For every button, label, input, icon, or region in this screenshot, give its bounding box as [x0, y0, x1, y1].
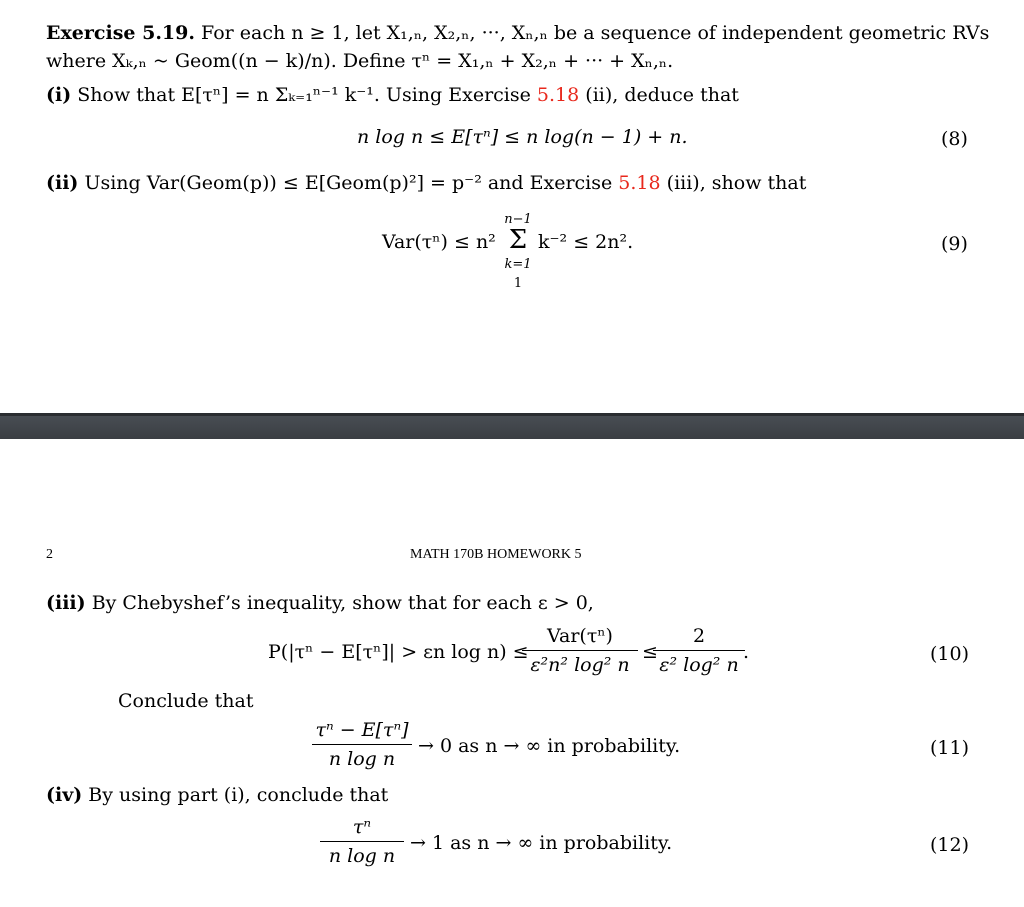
exercise-line-1	[46, 24, 989, 43]
part-iv-line	[46, 786, 388, 805]
equation-10-period: .	[743, 641, 750, 663]
fraction-bar	[312, 744, 412, 745]
equation-12-tail: → 1 as n → ∞ in probability.	[410, 832, 673, 854]
fraction-denominator: ε²n² log² n	[530, 654, 630, 676]
fraction-numerator: 2	[692, 625, 706, 647]
exercise-ref-link[interactable]: 5.18	[618, 172, 661, 194]
part-iii-text: By Chebyshef’s inequality, show that for each ε > 0,	[91, 592, 594, 614]
fraction-bar	[320, 841, 404, 842]
equation-11-fraction	[312, 719, 412, 770]
conclude-text: Conclude that	[118, 690, 254, 712]
sum-lower-limit: k=1	[504, 257, 532, 272]
fraction-denominator: n log n	[328, 748, 396, 770]
equation-9-lhs: Var(τⁿ) ≤ n²	[382, 231, 496, 253]
page-number: 2	[46, 547, 53, 562]
part-iv-label: (iv)	[46, 784, 83, 806]
part-i-tail: (ii), deduce that	[585, 84, 739, 106]
exercise-intro-text: For each n ≥ 1, let X₁,ₙ, X₂,ₙ, ···, Xₙ,ₙ be a sequence of independent geometric RVs	[201, 22, 990, 44]
equation-10-lhs: P(|τⁿ − E[τⁿ]| > εn log n) ≤	[268, 641, 529, 663]
equation-8: n log n ≤ E[τⁿ] ≤ n log(n − 1) + n.	[357, 126, 688, 148]
exercise-ref-link[interactable]: 5.18	[536, 84, 580, 106]
fraction-denominator: n log n	[328, 845, 396, 867]
part-ii-line	[46, 174, 806, 193]
fraction-numerator: τⁿ − E[τⁿ]	[315, 719, 409, 741]
equation-10-le: ≤	[642, 641, 658, 663]
part-iii-line	[46, 594, 594, 613]
exercise-line-2: where Xₖ,ₙ ~ Geom((n − k)/n). Define τⁿ = X₁,ₙ + X₂,ₙ + ··· + Xₙ,ₙ.	[46, 50, 674, 72]
fraction-bar	[522, 650, 638, 651]
running-header: MATH 170B HOMEWORK 5	[410, 547, 582, 562]
equation-number-12: (12)	[930, 834, 970, 856]
stray-digit: 1	[513, 276, 523, 291]
equation-12-fraction	[320, 816, 404, 867]
page-divider	[0, 413, 1024, 439]
equation-number-10: (10)	[930, 643, 970, 665]
part-i-line	[46, 86, 739, 105]
part-i-text: Show that E[τⁿ] = n Σₖ₌₁ⁿ⁻¹ k⁻¹. Using Exercise	[77, 84, 531, 106]
fraction-denominator: ε² log² n	[659, 654, 739, 676]
part-iii-label: (iii)	[46, 592, 86, 614]
part-ii-label: (ii)	[46, 172, 79, 194]
equation-number-8: (8)	[941, 128, 968, 150]
equation-10-fraction-1	[522, 625, 638, 676]
part-ii-text: Using Var(Geom(p)) ≤ E[Geom(p)²] = p⁻² and Exercise	[84, 172, 613, 194]
equation-number-11: (11)	[930, 737, 970, 759]
exercise-label: Exercise 5.19.	[46, 22, 195, 44]
fraction-numerator: τⁿ	[352, 816, 372, 838]
equation-9-rhs: k⁻² ≤ 2n².	[538, 231, 634, 253]
fraction-numerator: Var(τⁿ)	[547, 625, 613, 647]
equation-11-tail: → 0 as n → ∞ in probability.	[418, 735, 681, 757]
part-ii-tail: (iii), show that	[666, 172, 807, 194]
equation-9-sum	[500, 212, 536, 291]
part-i-label: (i)	[46, 84, 72, 106]
equation-number-9: (9)	[941, 233, 968, 255]
sum-upper-limit: n−1	[504, 212, 532, 227]
equation-10-fraction-2	[653, 625, 745, 676]
part-iv-text: By using part (i), conclude that	[88, 784, 389, 806]
fraction-bar	[653, 650, 745, 651]
page-divider-edge	[0, 413, 1024, 416]
sum-symbol: Σ	[508, 225, 528, 255]
